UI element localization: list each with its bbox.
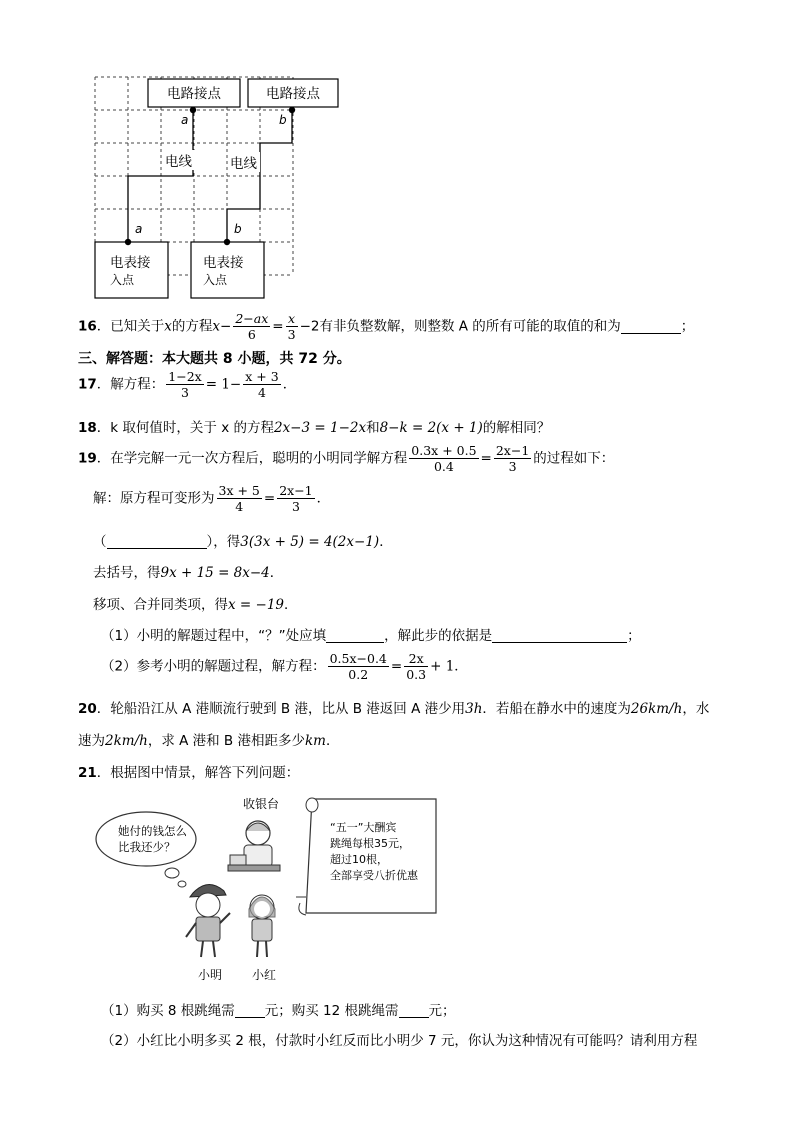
label-a-top: a (181, 113, 189, 127)
q19-step-2: （ ），得3(3x + 5) = 4(2x−1)． (93, 534, 393, 550)
girl-label: 小红 (252, 968, 277, 982)
question-19: 19．在学完解一元一次方程后，聪明的小明同学解方程 $\frac{0.3x + 0.5}{0.4}$ = $\frac{2x-1}{3}$ 的过程如下： (78, 443, 615, 475)
answer-blank[interactable] (492, 628, 627, 643)
circuit-figure (0, 0, 794, 310)
question-17: 17．解方程： $\frac{1-2x}{3}$ = 1− $\frac{x + 3}{4}$ ． (78, 369, 297, 401)
fraction: $\frac{x}{3}$ (287, 311, 296, 343)
sign-line-1: “五一”大酬宾 (330, 821, 397, 834)
answer-blank[interactable] (107, 534, 207, 549)
question-16: 16．已知关于x的方程x− $\frac{2-ax}{6}$ = $\frac{x}{3}$ −2有非负整数解，则整数 A 的所有可能的取值的和为 ； (78, 311, 695, 343)
question-21: 21．根据图中情景，解答下列问题： (78, 765, 300, 781)
wire-label-right: 电线 (230, 156, 257, 172)
fraction: $\frac{0.3x + 0.5}{0.4}$ (411, 443, 477, 475)
meter-left-line2: 入点 (110, 273, 135, 287)
fraction: $\frac{3x + 5}{4}$ (218, 483, 260, 515)
fraction: $\frac{2x}{0.3}$ (406, 651, 427, 683)
meter-right-line2: 入点 (203, 273, 228, 287)
shop-scene-illustration (0, 785, 794, 990)
question-20-line1: 20．轮船沿江从 A 港顺流行驶到 B 港，比从 B 港返回 A 港少用3h．若船在静水中的速度为26km/h，水 (78, 701, 710, 717)
meter-left-line1: 电表接 (110, 255, 151, 271)
dot-b-bottom (224, 239, 230, 245)
fraction: $\frac{x + 3}{4}$ (245, 369, 279, 401)
q19-part-2: （2）参考小明的解题过程，解方程： $\frac{0.5x-0.4}{0.2}$ = $\frac{2x}{0.3}$ + 1． (101, 651, 468, 683)
cashier-figure (228, 821, 280, 871)
fraction: $\frac{2x-1}{3}$ (279, 483, 313, 515)
fraction: $\frac{2x-1}{3}$ (495, 443, 530, 475)
question-number: 16 (78, 318, 97, 335)
answer-blank[interactable] (621, 319, 681, 334)
cashier-label: 收银台 (243, 797, 280, 811)
bubble-line-2: 比我还少？ (118, 840, 176, 854)
fraction: $\frac{2-ax}{6}$ (235, 311, 269, 343)
label-a-bottom: a (135, 222, 143, 236)
meter-right-line1: 电表接 (203, 255, 244, 271)
answer-blank[interactable] (399, 1003, 429, 1018)
sign-line-3: 超过10根， (330, 853, 388, 866)
section-heading: 三、解答题：本大题共 8 小题，共 72 分。 (78, 351, 351, 367)
fraction: $\frac{0.5x-0.4}{0.2}$ (329, 651, 387, 683)
label-b-bottom: b (234, 222, 242, 236)
dot-a-top (190, 107, 196, 113)
dot-b-top (289, 107, 295, 113)
contact-label-left: 电路接点 (167, 86, 221, 102)
girl-figure (249, 895, 275, 957)
answer-blank[interactable] (235, 1003, 265, 1018)
q19-part-1: （1）小明的解题过程中，“？”处应填 ，解此步的依据是 ； (101, 628, 641, 644)
q19-step-3: 去括号，得9x + 15 = 8x−4． (93, 565, 284, 581)
question-18: 18．k 取何值时，关于 x 的方程2x−3 = 1−2x和8−k = 2(x + 1)的解相同？ (78, 420, 551, 436)
label-b-top: b (279, 113, 287, 127)
boy-label: 小明 (198, 968, 223, 982)
sign-line-2: 跳绳每根35元， (330, 837, 410, 850)
wire-label-left: 电线 (165, 154, 192, 170)
q19-step-4: 移项、合并同类项，得x = −19． (93, 597, 298, 613)
contact-label-right: 电路接点 (266, 86, 320, 102)
fraction: $\frac{1-2x}{3}$ (168, 369, 202, 401)
sign-line-4: 全部享受八折优惠 (330, 869, 418, 882)
boy-figure (186, 884, 230, 957)
answer-blank[interactable] (326, 628, 384, 643)
question-20-line2: 速为2km/h，求 A 港和 B 港相距多少km． (78, 733, 340, 749)
q21-part-2: （2）小红比小明多买 2 根，付款时小红反而比小明少 7 元，你认为这种情况有可能吗？请利用方程 (101, 1033, 698, 1049)
bubble-line-1: 她付的钱怎么 (118, 824, 187, 838)
q19-step-1: 解：原方程可变形为 $\frac{3x + 5}{4}$ = $\frac{2x-1}{3}$ ． (93, 483, 331, 515)
dot-a-bottom (125, 239, 131, 245)
q21-part-1: （1）购买 8 根跳绳需 元；购买 12 根跳绳需 元； (101, 1003, 456, 1019)
